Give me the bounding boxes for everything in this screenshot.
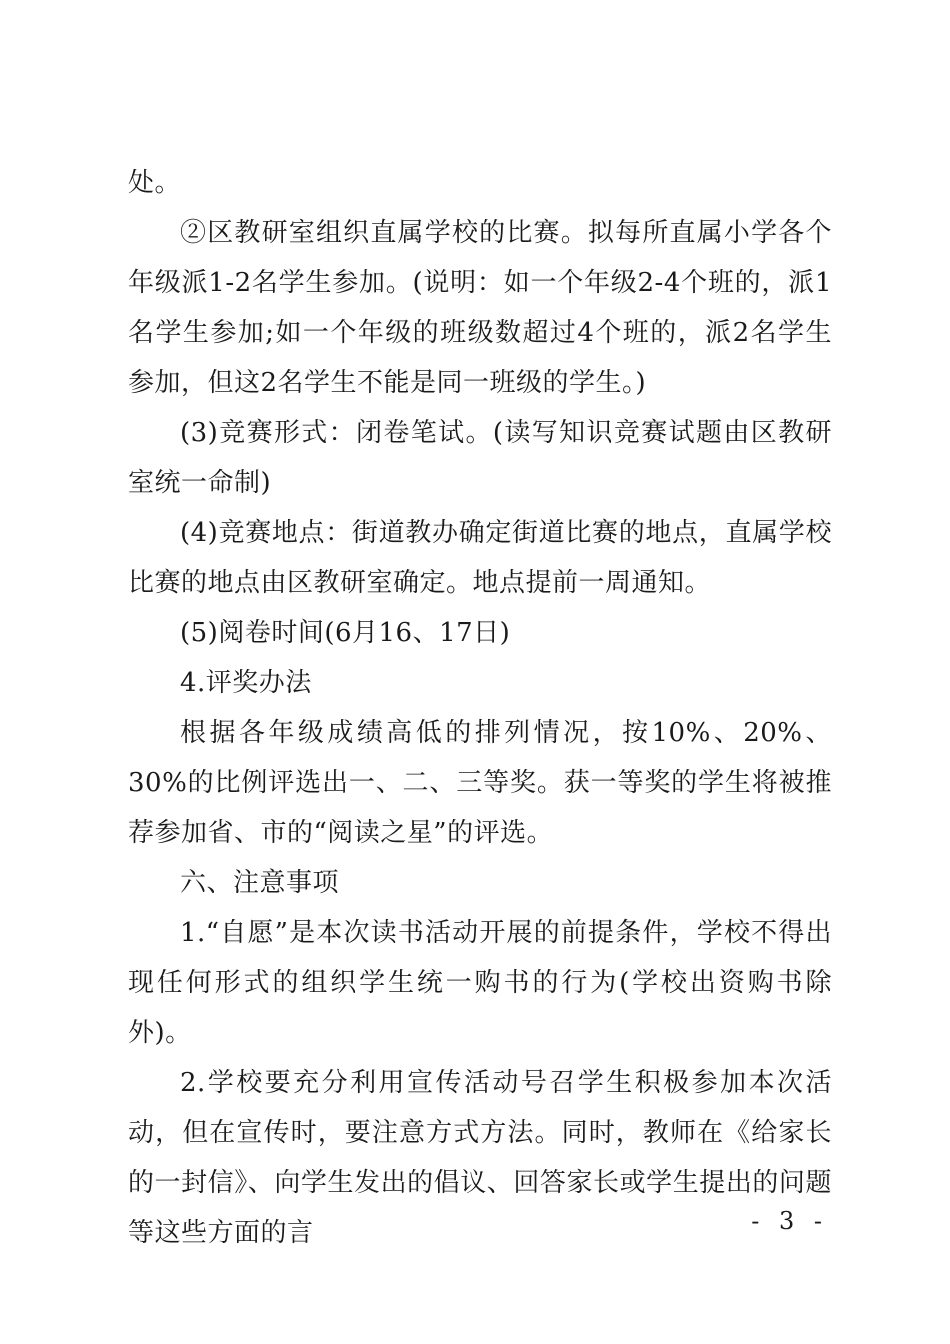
paragraph-competition-venue: (4)竞赛地点：街道教办确定街道比赛的地点，直属学校比赛的地点由区教研室确定。地点提前一周通知。 — [128, 518, 832, 598]
heading-award-method: 4.评奖办法 — [180, 668, 312, 698]
paragraph-competition-format: (3)竞赛形式：闭卷笔试。(读写知识竞赛试题由区教研室统一命制) — [128, 418, 832, 498]
heading-notes: 六、注意事项 — [180, 868, 340, 898]
body-text — [128, 158, 832, 1258]
paragraph-school-competition: ②区教研室组织直属学校的比赛。拟每所直属小学各个年级派1-2名学生参加。(说明：如一个年级2-4个班的，派1名学生参加;如一个年级的班级数超过4个班的，派2名学生参加，但这2名学生不能是同一班级的学生。) — [128, 218, 832, 398]
paragraph-marking-time: (5)阅卷时间(6月16、17日) — [180, 618, 511, 648]
paragraph-note-1: 1.“自愿”是本次读书活动开展的前提条件，学校不得出现任何形式的组织学生统一购书的行为(学校出资购书除外)。 — [128, 918, 832, 1048]
paragraph-continuation: 处。 — [128, 168, 182, 198]
paragraph-award-method: 根据各年级成绩高低的排列情况，按10%、20%、30%的比例评选出一、二、三等奖。获一等奖的学生将被推荐参加省、市的“阅读之星”的评选。 — [128, 718, 832, 848]
paragraph-note-2: 2.学校要充分利用宣传活动号召学生积极参加本次活动，但在宣传时，要注意方式方法。同时，教师在《给家长的一封信》、向学生发出的倡议、回答家长或学生提出的问题等这些方面的言 — [128, 1068, 832, 1248]
page-number: - 3 - — [751, 1207, 828, 1235]
